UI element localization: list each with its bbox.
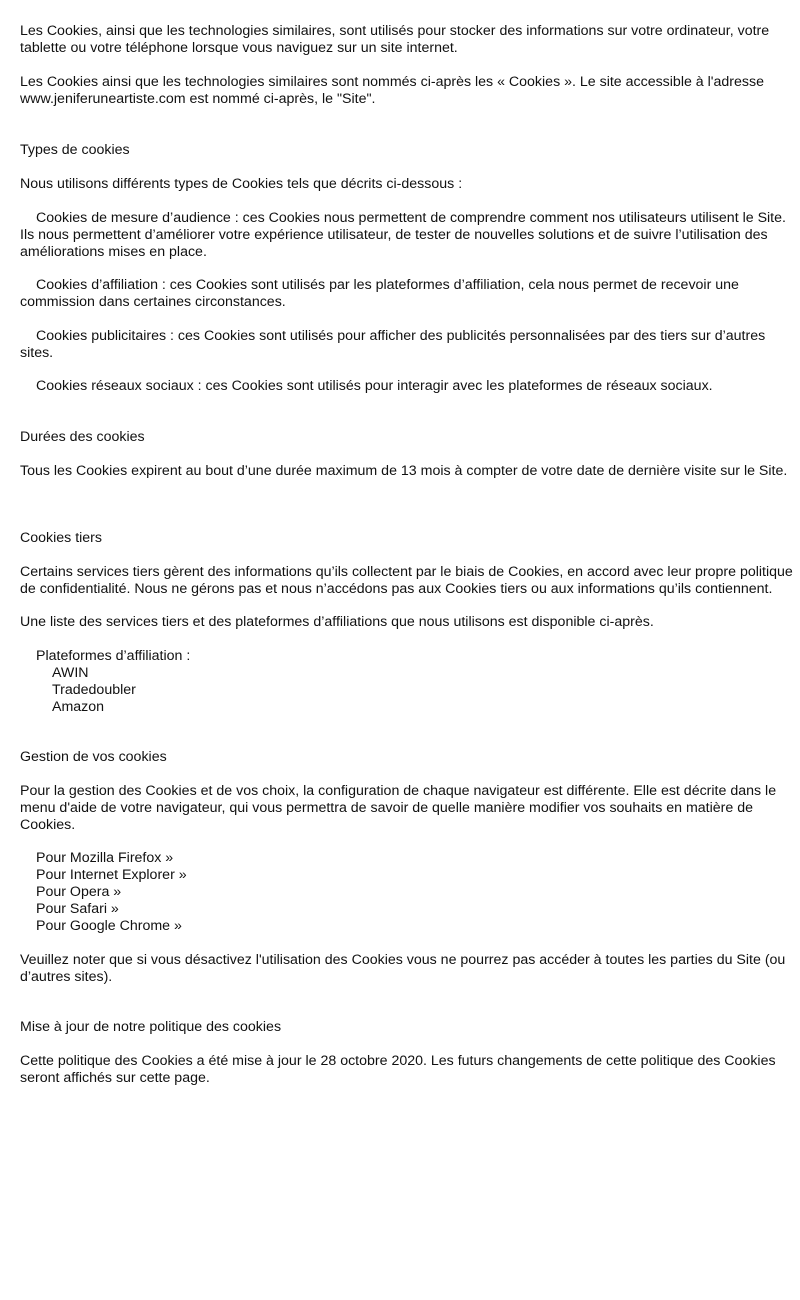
platform-awin: AWIN — [52, 665, 89, 681]
types-heading: Types de cookies — [20, 142, 130, 158]
browser-link-chrome[interactable]: Pour Google Chrome » — [36, 918, 182, 934]
intro-paragraph-site: Les Cookies ainsi que les technologies similaires sont nommés ci-après les « Cookies ». Le site accessible à l'adresse www.jeniferuneartiste.com est nommé ci-après, le "Site". — [20, 74, 764, 107]
browser-link-internet-explorer[interactable]: Pour Internet Explorer » — [36, 867, 187, 883]
durations-text: Tous les Cookies expirent au bout d’une durée maximum de 13 mois à compter de votre date de dernière visite sur le Site. — [20, 463, 788, 479]
third-party-list-intro: Une liste des services tiers et des plateformes d’affiliations que nous utilisons est disponible ci-après. — [20, 614, 654, 630]
affiliation-platforms-label: Plateformes d’affiliation : — [36, 648, 191, 664]
types-intro: Nous utilisons différents types de Cookies tels que décrits ci-dessous : — [20, 176, 463, 192]
browser-link-firefox[interactable]: Pour Mozilla Firefox » — [36, 850, 174, 866]
management-heading: Gestion de vos cookies — [20, 749, 167, 765]
update-text: Cette politique des Cookies a été mise à jour le 28 octobre 2020. Les futurs changements de cette politique des Cookies seront affichés sur cette page. — [20, 1053, 776, 1086]
management-note: Veuillez noter que si vous désactivez l'utilisation des Cookies vous ne pourrez pas accéder à toutes les parties du Site (ou d’autres sites). — [20, 952, 786, 985]
cookie-type-advertising: Cookies publicitaires : ces Cookies sont utilisés pour afficher des publicités personnalisées par des tiers sur d’autres sites. — [20, 328, 766, 361]
management-text: Pour la gestion des Cookies et de vos choix, la configuration de chaque navigateur est différente. Elle est décrite dans le menu d'aide de votre navigateur, qui vous permettra de savoir de quelle manière modifier vos souhaits en matière de Cookies. — [20, 783, 777, 833]
intro-paragraph: Les Cookies, ainsi que les technologies similaires, sont utilisés pour stocker des informations sur votre ordinateur, votre tablette ou votre téléphone lorsque vous naviguez sur un site internet. — [20, 23, 770, 56]
cookie-type-affiliation: Cookies d’affiliation : ces Cookies sont utilisés par les plateformes d’affiliation, cela nous permet de recevoir une commission dans certaines circonstances. — [20, 277, 739, 310]
platform-tradedoubler: Tradedoubler — [52, 682, 136, 698]
platform-amazon: Amazon — [52, 699, 105, 715]
durations-heading: Durées des cookies — [20, 429, 145, 445]
browser-link-safari[interactable]: Pour Safari » — [36, 901, 119, 917]
update-heading: Mise à jour de notre politique des cookies — [20, 1019, 282, 1035]
third-party-text: Certains services tiers gèrent des informations qu’ils collectent par le biais de Cookies, en accord avec leur propre politique de confidentialité. Nous ne gérons pas et nous n’accédons pas aux Cookies tiers ou aux informations qu’ils contiennent. — [20, 564, 793, 597]
cookie-type-social: Cookies réseaux sociaux : ces Cookies sont utilisés pour interagir avec les plateformes de réseaux sociaux. — [36, 378, 713, 394]
third-party-heading: Cookies tiers — [20, 530, 103, 546]
cookie-type-audience: Cookies de mesure d’audience : ces Cookies nous permettent de comprendre comment nos utilisateurs utilisent le Site. Ils nous permettent d’améliorer votre expérience utilisateur, de tester de nouvelles solutions et de suivre l’utilisation des améliorations mises en place. — [20, 210, 786, 260]
browser-link-opera[interactable]: Pour Opera » — [36, 884, 122, 900]
